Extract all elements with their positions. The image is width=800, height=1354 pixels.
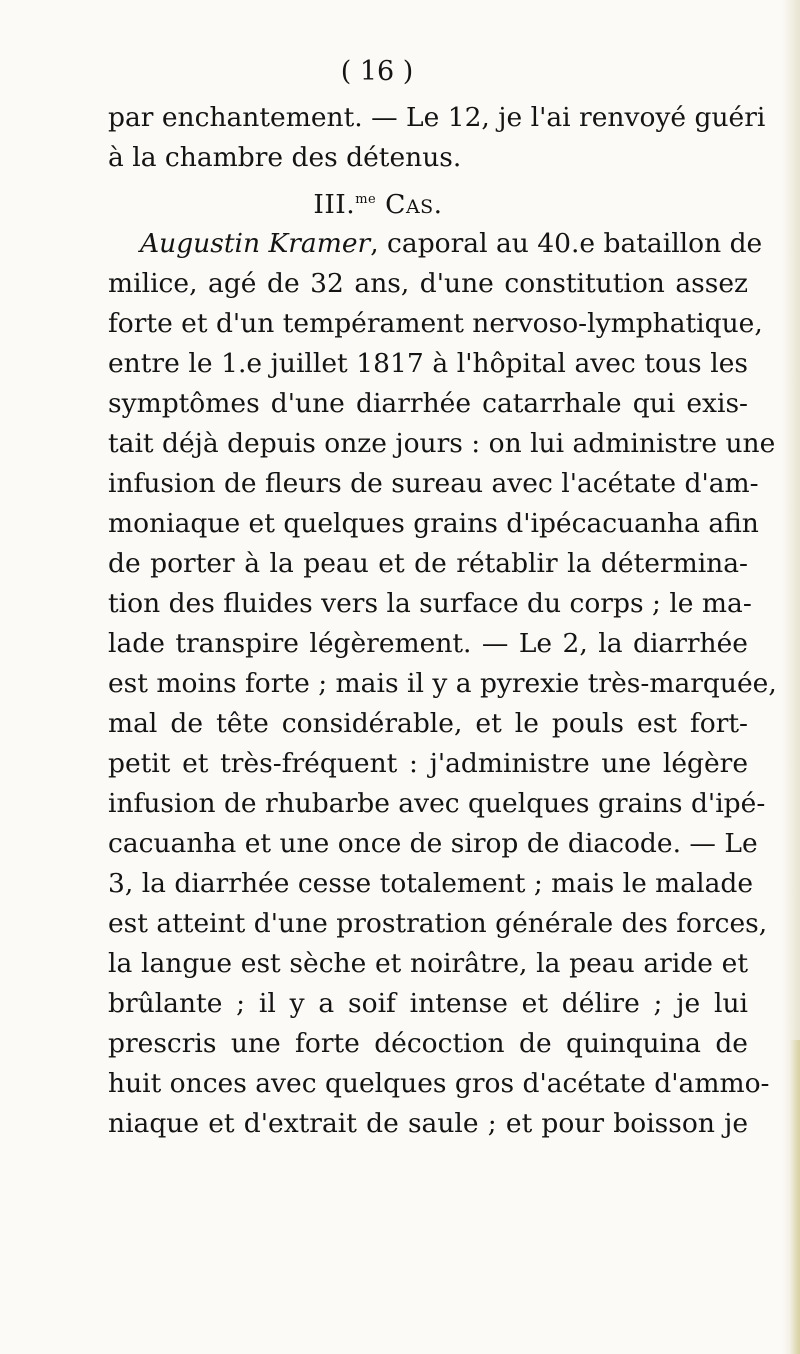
text-line-25: niaque et d'extrait de saule ; et pour boisson je	[108, 1108, 748, 1139]
patient-name: Augustin Kramer	[140, 228, 371, 259]
text-line-3: Augustin Kramer, caporal au 40.e bataillon de	[140, 228, 763, 259]
text-line-10: moniaque et quelques grains d'ipécacuanha afin	[108, 508, 759, 539]
heading-numeral: III.	[313, 189, 356, 220]
text-line-11: de porter à la peau et de rétablir la détermina-	[108, 548, 748, 579]
text-line-6: entre le 1.e juillet 1817 à l'hôpital avec tous les	[108, 348, 748, 379]
text-line-4: milice, agé de 32 ans, d'une constitution assez	[108, 268, 748, 299]
heading-word: Cas.	[385, 189, 443, 220]
section-heading	[108, 180, 648, 225]
text-line-23: prescris une forte décoction de quinquina de	[108, 1028, 748, 1059]
text-line-15: mal de tête considérable, et le pouls est fort-	[108, 708, 748, 739]
text-line-5: forte et d'un tempérament nervoso-lymphatique,	[108, 308, 763, 339]
text-line-18: cacuanha et une once de sirop de diacode. — Le	[108, 828, 758, 859]
text-line-17: infusion de rhubarbe avec quelques grains d'ipé-	[108, 788, 766, 819]
text-line-20: est atteint d'une prostration générale des forces,	[108, 908, 768, 939]
text-line-2: à la chambre des détenus.	[108, 142, 462, 173]
heading-superscript: me	[355, 192, 377, 207]
text-line-8: tait déjà depuis onze jours : on lui administre une	[108, 428, 776, 459]
text-line-19: 3, la diarrhée cesse totalement ; mais le malade	[108, 868, 754, 899]
text-line-24: huit onces avec quelques gros d'acétate d'ammo-	[108, 1068, 770, 1099]
text-line-7: symptômes d'une diarrhée catarrhale qui exis-	[108, 388, 748, 419]
text-line-21: la langue est sèche et noirâtre, la peau aride et	[108, 948, 748, 979]
text-line-16: petit et très-fréquent : j'administre une légère	[108, 748, 748, 779]
text-line-12: tion des fluides vers la surface du corps ; le ma-	[108, 588, 752, 619]
text-line-13: lade transpire légèrement. — Le 2, la diarrhée	[108, 628, 748, 659]
page-number: ( 16 )	[340, 56, 414, 87]
text-line-1: par enchantement. — Le 12, je l'ai renvoyé guéri	[108, 102, 766, 133]
text-line-9: infusion de fleurs de sureau avec l'acétate d'am-	[108, 468, 759, 499]
text-line-14: est moins forte ; mais il y a pyrexie très-marquée,	[108, 668, 777, 699]
text-line-22: brûlante ; il y a soif intense et délire ; je lui	[108, 988, 748, 1019]
